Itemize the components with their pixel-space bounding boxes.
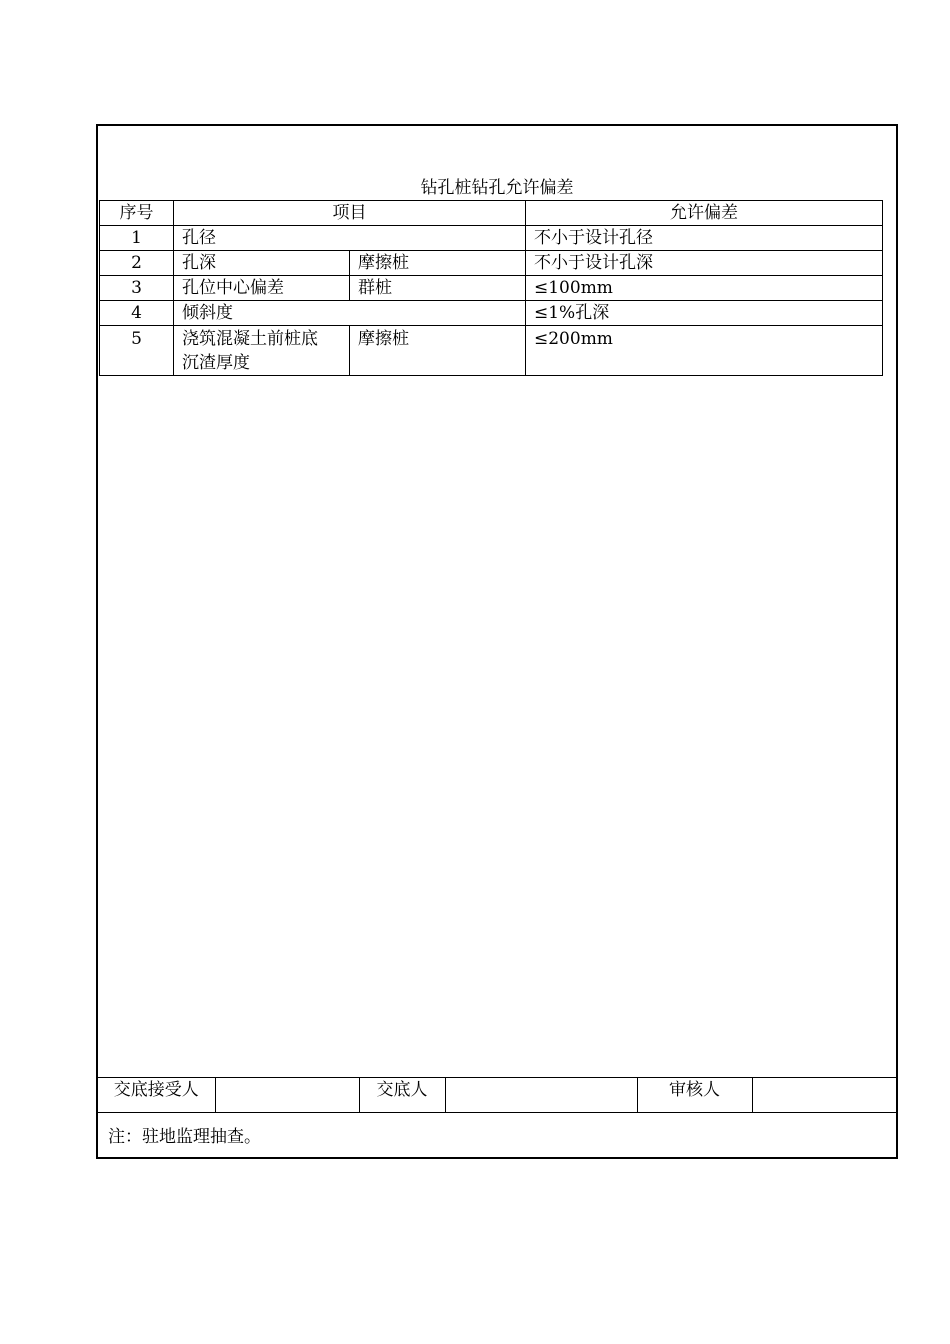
row-item-line: 沉渣厚度	[182, 353, 250, 373]
row-sub: 群桩	[350, 276, 526, 301]
row-item: 孔径	[174, 226, 526, 251]
document-frame	[96, 124, 898, 1159]
row-item: 孔位中心偏差	[174, 276, 350, 301]
table-row	[100, 326, 883, 376]
table-title: 钻孔桩钻孔允许偏差	[420, 178, 574, 198]
table-header-row	[100, 201, 883, 226]
row-item	[174, 326, 350, 376]
row-item: 倾斜度	[174, 301, 526, 326]
row-no: 3	[100, 276, 174, 301]
table-row	[100, 301, 883, 326]
reviewer-field[interactable]	[752, 1078, 898, 1113]
row-tolerance: 不小于设计孔径	[526, 226, 883, 251]
row-tolerance: ≤200mm	[526, 326, 883, 376]
note-text: 注：驻地监理抽查。	[98, 1112, 896, 1159]
row-tolerance: 不小于设计孔深	[526, 251, 883, 276]
deviation-table	[99, 200, 883, 376]
signature-row	[98, 1078, 898, 1113]
row-no: 1	[100, 226, 174, 251]
row-sub: 摩擦桩	[350, 326, 526, 376]
header-tolerance: 允许偏差	[526, 201, 883, 226]
row-no: 5	[100, 326, 174, 376]
row-no: 2	[100, 251, 174, 276]
signature-table	[98, 1077, 898, 1112]
row-sub: 摩擦桩	[350, 251, 526, 276]
table-row	[100, 226, 883, 251]
row-tolerance: ≤1%孔深	[526, 301, 883, 326]
presenter-field[interactable]	[445, 1078, 637, 1113]
row-item-line: 浇筑混凝土前桩底	[182, 329, 318, 349]
table-row	[100, 276, 883, 301]
header-item: 项目	[174, 201, 526, 226]
table-row	[100, 251, 883, 276]
receiver-label: 交底接受人	[98, 1078, 215, 1113]
header-no: 序号	[100, 201, 174, 226]
receiver-field[interactable]	[215, 1078, 359, 1113]
presenter-label: 交底人	[359, 1078, 445, 1113]
reviewer-label: 审核人	[637, 1078, 752, 1113]
row-item: 孔深	[174, 251, 350, 276]
row-no: 4	[100, 301, 174, 326]
row-tolerance: ≤100mm	[526, 276, 883, 301]
